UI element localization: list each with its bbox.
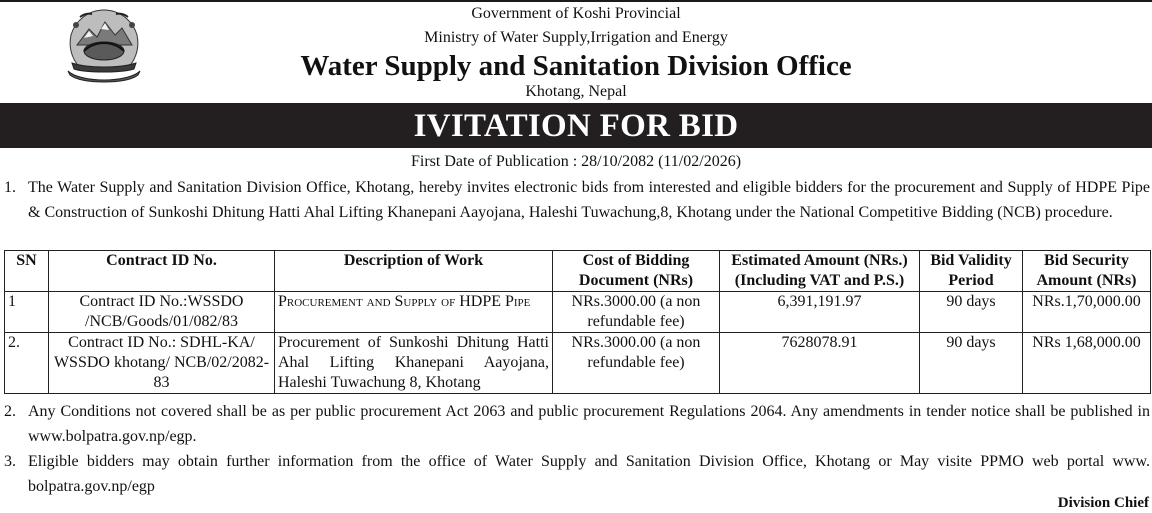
cell-estimate: 7628078.91 — [720, 333, 920, 394]
cell-sn: 1 — [5, 292, 49, 333]
table-header-row — [5, 251, 1151, 292]
cell-validity: 90 days — [920, 333, 1023, 394]
top-rule — [0, 0, 1152, 2]
col-header-security: Bid Security Amount (NRs) — [1023, 251, 1151, 292]
cell-contract-id: Contract ID No.: SDHL-KA/ WSSDO khotang/ NCB/02/2082-83 — [49, 333, 275, 394]
table-row — [5, 292, 1151, 333]
paragraph-text: The Water Supply and Sanitation Division Office, Khotang, hereby invites electronic bids from interested and eligible bidders for the procurement and Supply of HDPE Pipe & Construction of Sunkoshi Dhitung Hatti Ahal Lifting Khanepani Aayojana, Haleshi Tuwachung,8, Khotang under the National Competitive Bidding (NCB) procedure. — [28, 179, 1150, 221]
cell-security: NRs 1,68,000.00 — [1023, 333, 1151, 394]
cell-contract-id: Contract ID No.:WSSDO /NCB/Goods/01/082/83 — [49, 292, 275, 333]
col-header-estimate: Estimated Amount (NRs.) (Including VAT and P.S.) — [720, 251, 920, 292]
notice-title: IVITATION FOR BID — [413, 108, 739, 144]
cell-security: NRs.1,70,000.00 — [1023, 292, 1151, 333]
paragraph-2 — [4, 400, 1150, 449]
col-header-sn: SN — [5, 251, 49, 292]
cell-cost: NRs.3000.00 (a non refundable fee) — [553, 333, 720, 394]
paragraph-text: Eligible bidders may obtain further information from the office of Water Supply and Sanitation Division Office, Khotang or May visite PPMO web portal www. bolpatra.gov.np/egp — [28, 453, 1150, 495]
table-row — [5, 333, 1151, 394]
paragraph-text: Any Conditions not covered shall be as per public procurement Act 2063 and public procurement Regulations 2064. Any amendments in tender notice shall be published in www.bolpatra.gov.np/egp. — [28, 403, 1150, 445]
col-header-validity: Bid Validity Period — [920, 251, 1023, 292]
paragraph-1 — [4, 176, 1150, 225]
bid-table — [4, 250, 1151, 394]
publication-date: First Date of Publication : 28/10/2082 (11/02/2026) — [410, 153, 742, 170]
paragraph-number: 2. — [4, 403, 16, 420]
cell-sn: 2. — [5, 333, 49, 394]
cell-description: Procurement of Sunkoshi Dhitung Hatti Ahal Lifting Khanepani Aayojana, Haleshi Tuwachung 8, Khotang — [275, 333, 553, 394]
cell-cost: NRs.3000.00 (a non refundable fee) — [553, 292, 720, 333]
paragraph-number: 1. — [4, 179, 16, 196]
cell-validity: 90 days — [920, 292, 1023, 333]
col-header-description: Description of Work — [275, 251, 553, 292]
office-location: Khotang, Nepal — [525, 83, 627, 100]
paragraph-number: 3. — [4, 453, 16, 470]
col-header-contract-id: Contract ID No. — [49, 251, 275, 292]
office-title: Water Supply and Sanitation Division Office — [300, 50, 852, 82]
ministry-line: Ministry of Water Supply,Irrigation and Energy — [424, 29, 728, 46]
cell-estimate: 6,391,191.97 — [720, 292, 920, 333]
government-line: Government of Koshi Provincial — [471, 5, 681, 22]
col-header-cost: Cost of Bidding Document (NRs) — [553, 251, 720, 292]
cell-description: Procurement and Supply of HDPE Pipe — [275, 292, 553, 333]
paragraph-3 — [4, 450, 1150, 499]
signoff: Division Chief — [1057, 495, 1149, 511]
